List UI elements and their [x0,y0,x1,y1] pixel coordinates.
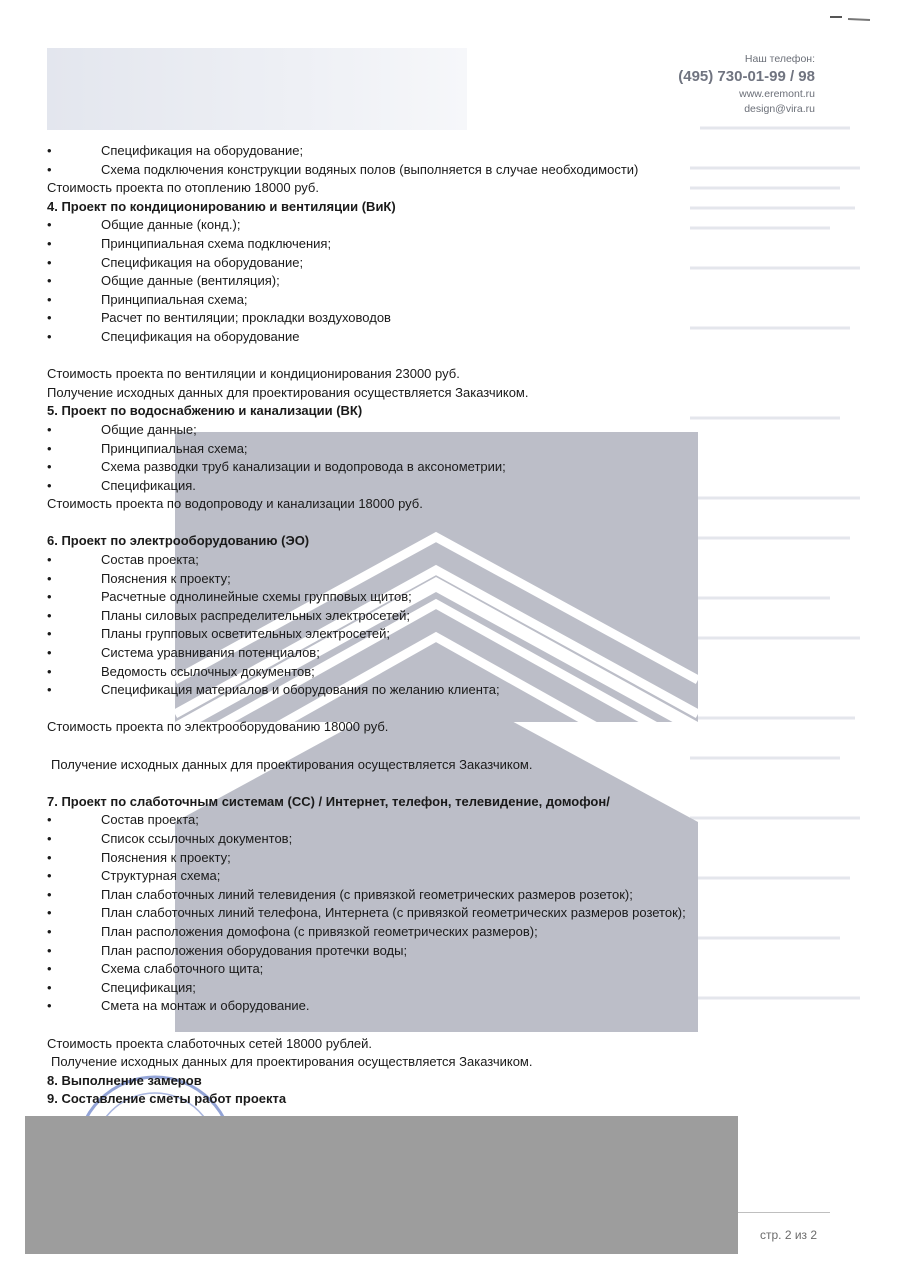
list-item-text: Спецификация на оборудование [101,328,300,344]
list-item [47,458,837,477]
scan-artifact [828,14,872,22]
paragraph-line: Стоимость проекта по водопроводу и канализации 18000 руб. [47,496,423,512]
bullet-icon: • [47,830,52,846]
list-item [47,440,837,459]
section-heading: 8. Выполнение замеров [47,1072,202,1088]
list-item-text: Спецификация материалов и оборудования по желанию клиента; [101,682,500,698]
footer-rule [738,1212,830,1213]
list-item [47,904,837,923]
list-item-text: Состав проекта; [101,812,199,828]
blank-line [47,1016,837,1035]
bullet-icon: • [47,273,52,289]
paragraph-line: Стоимость проекта по электрооборудованию 18000 руб. [47,719,389,735]
section-heading: 4. Проект по кондиционированию и вентиляции (ВиК) [47,198,396,214]
list-item-text: План слаботочных линий телевидения (с привязкой геометрических размеров розеток); [101,886,633,902]
list-item [47,328,837,347]
list-item-text: Принципиальная схема; [101,291,248,307]
bullet-icon: • [47,645,52,661]
bullet-icon: • [47,310,52,326]
bullet-icon: • [47,905,52,921]
blank-line [47,737,837,756]
paragraph-line: Стоимость проекта слаботочных сетей 18000 рублей. [47,1035,373,1051]
paragraph-line: Получение исходных данных для проектирования осуществляется Заказчиком. [47,384,529,400]
bullet-icon: • [47,663,52,679]
bullet-icon: • [47,459,52,475]
website-link[interactable]: www.eremont.ru [739,88,815,100]
paragraph-line: Получение исходных данных для проектирования осуществляется Заказчиком. [51,756,533,772]
bullet-icon: • [47,979,52,995]
bullet-icon: • [47,570,52,586]
list-item [47,942,837,961]
list-item-text: Спецификация; [101,979,196,995]
paragraph-line: Стоимость проекта по вентиляции и кондиционирования 23000 руб. [47,366,460,382]
bullet-icon: • [47,682,52,698]
blank-line [47,514,837,533]
section-heading: 5. Проект по водоснабжению и канализации (ВК) [47,403,363,419]
bullet-icon: • [47,440,52,456]
bullet-icon: • [47,812,52,828]
list-item-text: Структурная схема; [101,868,221,884]
section-heading: 6. Проект по электрооборудованию (ЭО) [47,533,310,549]
list-item [47,254,837,273]
list-item [47,607,837,626]
list-item [47,309,837,328]
paragraph-line: Получение исходных данных для проектирования осуществляется Заказчиком. [51,1054,533,1070]
list-item [47,570,837,589]
list-item [47,551,837,570]
list-item-text: Ведомость ссылочных документов; [101,663,315,679]
list-item-text: Принципиальная схема подключения; [101,235,332,251]
blank-line [47,700,837,719]
list-item [47,830,837,849]
list-item-text: Общие данные (вентиляция); [101,273,280,289]
list-item-text: Принципиальная схема; [101,440,248,456]
list-item [47,644,837,663]
list-item-text: Планы силовых распределительных электросетей; [101,607,411,623]
section-heading: 7. Проект по слаботочным системам (СС) / Интернет, телефон, телевидение, домофон/ [47,793,610,809]
paragraph-line: Стоимость проекта по отоплению 18000 руб. [47,180,319,196]
list-item-text: Общие данные (конд.); [101,217,241,233]
list-item-text: Схема слаботочного щита; [101,961,264,977]
list-item [47,681,837,700]
blank-line [47,347,837,366]
list-item-text: Спецификация на оборудование; [101,254,304,270]
list-item [47,477,837,496]
bullet-icon: • [47,607,52,623]
email-link[interactable]: design@vira.ru [744,103,815,115]
list-item [47,663,837,682]
bullet-icon: • [47,868,52,884]
phone-label: Наш телефон: [744,53,815,65]
list-item-text: Спецификация на оборудование; [101,143,304,158]
bullet-icon: • [47,942,52,958]
list-item [47,811,837,830]
bullet-icon: • [47,217,52,233]
list-item-text: Схема разводки труб канализации и водопровода в аксонометрии; [101,459,506,475]
list-item-text: Общие данные; [101,421,197,437]
contact-block [678,52,815,117]
list-item [47,867,837,886]
list-item [47,849,837,868]
bullet-icon: • [47,291,52,307]
list-item [47,272,837,291]
bullet-icon: • [47,477,52,493]
list-item [47,291,837,310]
bullet-icon: • [47,161,52,177]
document-body [47,142,837,1109]
bullet-icon: • [47,143,52,158]
list-item-text: Спецификация. [101,477,196,493]
bullet-icon: • [47,961,52,977]
header-logo-band [47,48,467,130]
bullet-icon: • [47,552,52,568]
list-item-text: Пояснения к проекту; [101,849,231,865]
list-item [47,886,837,905]
list-item-text: План слаботочных линий телефона, Интернета (с привязкой геометрических размеров розеток); [101,905,686,921]
list-item [47,142,837,161]
list-item-text: Система уравнивания потенциалов; [101,645,320,661]
list-item-text: Схема подключения конструкции водяных полов (выполняется в случае необходимости) [101,161,639,177]
list-item-text: Расчет по вентиляции; прокладки воздуховодов [101,310,391,326]
section-heading: 9. Составление сметы работ проекта [47,1091,287,1107]
list-item [47,421,837,440]
list-item [47,625,837,644]
page-number: стр. 2 из 2 [760,1228,818,1242]
list-item-text: Пояснения к проекту; [101,570,231,586]
list-item [47,997,837,1016]
bullet-icon: • [47,626,52,642]
list-item [47,588,837,607]
bullet-icon: • [47,849,52,865]
list-item [47,979,837,998]
list-item [47,960,837,979]
blank-line [47,774,837,793]
list-item-text: План расположения домофона (с привязкой геометрических размеров); [101,923,538,939]
bullet-icon: • [47,886,52,902]
list-item-text: Планы групповых осветительных электросетей; [101,626,391,642]
bullet-icon: • [47,589,52,605]
bullet-icon: • [47,923,52,939]
list-item-text: План расположения оборудования протечки воды; [101,942,408,958]
list-item-text: Смета на монтаж и оборудование. [101,998,310,1014]
bullet-icon: • [47,328,52,344]
list-item [47,235,837,254]
list-item-text: Список ссылочных документов; [101,830,293,846]
list-item [47,923,837,942]
list-item-text: Состав проекта; [101,552,199,568]
list-item-text: Расчетные однолинейные схемы групповых щитов; [101,589,412,605]
phone-number: (495) 730-01-99 / 98 [678,68,815,85]
bullet-icon: • [47,254,52,270]
list-item [47,216,837,235]
redacted-area [25,1116,738,1254]
bullet-icon: • [47,235,52,251]
bullet-icon: • [47,998,52,1014]
bullet-icon: • [47,421,52,437]
list-item [47,161,837,180]
